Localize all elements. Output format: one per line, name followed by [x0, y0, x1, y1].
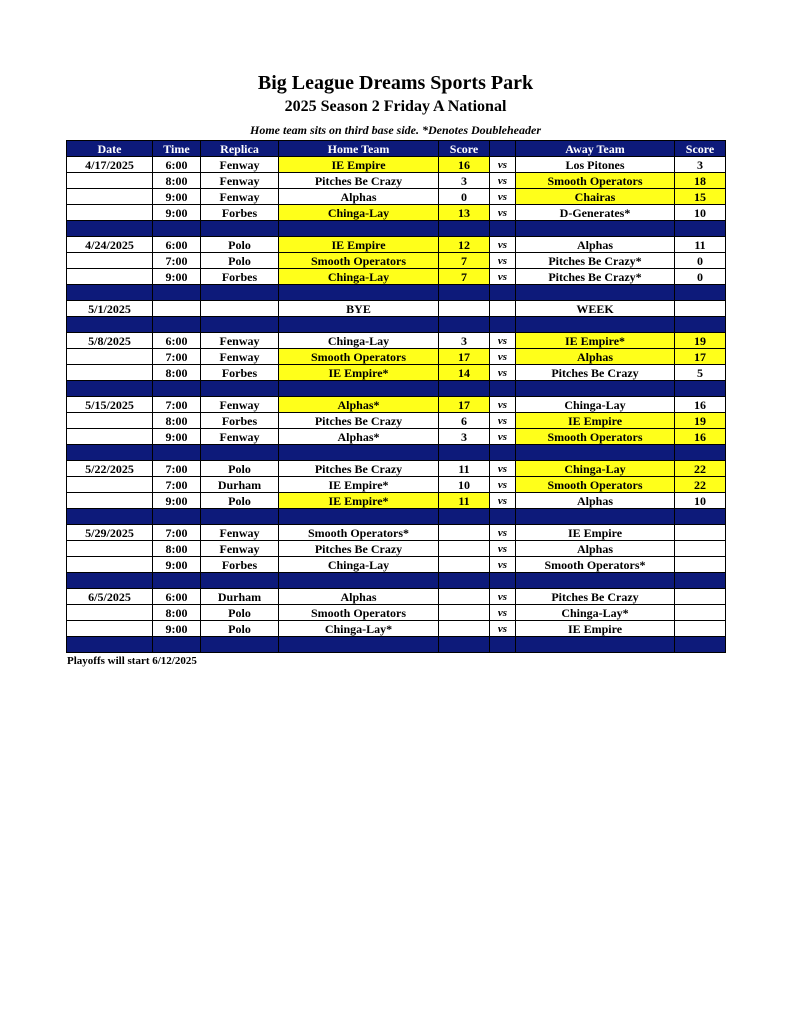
separator-cell: [439, 285, 490, 301]
separator-cell: [279, 573, 439, 589]
home-score: 17: [439, 349, 490, 365]
vs-label: vs: [490, 605, 516, 621]
game-date: [67, 189, 153, 205]
game-date: [67, 429, 153, 445]
away-score: [675, 557, 726, 573]
week-separator: [67, 221, 726, 237]
game-time: 7:00: [153, 461, 201, 477]
separator-cell: [67, 509, 153, 525]
header-row: [67, 141, 726, 157]
away-score: [675, 605, 726, 621]
home-team: Chinga-Lay: [279, 557, 439, 573]
separator-cell: [675, 573, 726, 589]
game-row: [67, 365, 726, 381]
game-time: 7:00: [153, 349, 201, 365]
document-subtitle: 2025 Season 2 Friday A National: [284, 98, 507, 115]
vs-label: vs: [490, 477, 516, 493]
game-time: 6:00: [153, 157, 201, 173]
separator-cell: [153, 637, 201, 653]
game-row: [67, 621, 726, 637]
schedule-table: [66, 140, 726, 653]
separator-cell: [201, 221, 279, 237]
home-team: Pitches Be Crazy: [279, 173, 439, 189]
away-team: Pitches Be Crazy: [516, 589, 675, 605]
home-score: 11: [439, 493, 490, 509]
game-date: [67, 477, 153, 493]
away-team: Smooth Operators*: [516, 557, 675, 573]
game-date: 4/24/2025: [67, 237, 153, 253]
schedule-body: [67, 157, 726, 653]
away-score: 11: [675, 237, 726, 253]
game-date: 5/8/2025: [67, 333, 153, 349]
away-team: Pitches Be Crazy*: [516, 269, 675, 285]
game-field: Fenway: [201, 541, 279, 557]
home-score: 3: [439, 173, 490, 189]
game-row: [67, 253, 726, 269]
home-score: 16: [439, 157, 490, 173]
home-score: 7: [439, 269, 490, 285]
away-score: 10: [675, 205, 726, 221]
game-time: 6:00: [153, 589, 201, 605]
away-team: Alphas: [516, 541, 675, 557]
game-time: 9:00: [153, 205, 201, 221]
game-field: Fenway: [201, 525, 279, 541]
game-field: Fenway: [201, 349, 279, 365]
separator-cell: [201, 509, 279, 525]
game-field: Polo: [201, 493, 279, 509]
game-date: [67, 365, 153, 381]
separator-cell: [279, 285, 439, 301]
vs-label: vs: [490, 349, 516, 365]
home-score: 10: [439, 477, 490, 493]
home-score: 13: [439, 205, 490, 221]
home-score: [439, 525, 490, 541]
separator-cell: [439, 381, 490, 397]
separator-cell: [675, 317, 726, 333]
playoffs-note: Playoffs will start 6/12/2025: [67, 655, 197, 667]
game-row: [67, 237, 726, 253]
game-time: 9:00: [153, 269, 201, 285]
separator-cell: [67, 317, 153, 333]
separator-cell: [201, 317, 279, 333]
game-date: [67, 557, 153, 573]
separator-cell: [67, 221, 153, 237]
home-team: Pitches Be Crazy: [279, 541, 439, 557]
separator-cell: [675, 509, 726, 525]
game-row: [67, 205, 726, 221]
vs-label: vs: [490, 365, 516, 381]
game-row: [67, 541, 726, 557]
separator-cell: [675, 221, 726, 237]
game-date: [67, 413, 153, 429]
separator-cell: [279, 221, 439, 237]
away-team: Pitches Be Crazy: [516, 365, 675, 381]
away-score: 17: [675, 349, 726, 365]
game-field: Fenway: [201, 189, 279, 205]
game-field: Fenway: [201, 333, 279, 349]
away-score: [675, 301, 726, 317]
game-time: 8:00: [153, 365, 201, 381]
game-time: 9:00: [153, 189, 201, 205]
away-team: Smooth Operators: [516, 429, 675, 445]
separator-cell: [490, 573, 516, 589]
separator-cell: [516, 637, 675, 653]
separator-cell: [67, 285, 153, 301]
home-score: 12: [439, 237, 490, 253]
game-field: Fenway: [201, 173, 279, 189]
separator-cell: [490, 317, 516, 333]
away-team: Smooth Operators: [516, 477, 675, 493]
home-score: 3: [439, 429, 490, 445]
game-row: [67, 557, 726, 573]
game-row: [67, 189, 726, 205]
game-field: [201, 301, 279, 317]
game-row: [67, 477, 726, 493]
separator-cell: [279, 381, 439, 397]
separator-cell: [153, 221, 201, 237]
away-score: 15: [675, 189, 726, 205]
home-team: IE Empire*: [279, 493, 439, 509]
vs-label: vs: [490, 525, 516, 541]
game-date: [67, 493, 153, 509]
home-team: Smooth Operators: [279, 605, 439, 621]
game-row: [67, 269, 726, 285]
game-time: 9:00: [153, 557, 201, 573]
away-score: 0: [675, 253, 726, 269]
game-field: Durham: [201, 477, 279, 493]
home-score: 7: [439, 253, 490, 269]
separator-cell: [201, 381, 279, 397]
header-home-score: Score: [439, 141, 490, 157]
home-team: Smooth Operators: [279, 253, 439, 269]
separator-cell: [67, 637, 153, 653]
away-team: Alphas: [516, 493, 675, 509]
separator-cell: [439, 317, 490, 333]
separator-cell: [516, 221, 675, 237]
game-time: 6:00: [153, 333, 201, 349]
separator-cell: [153, 317, 201, 333]
home-team: Chinga-Lay: [279, 333, 439, 349]
vs-label: vs: [490, 173, 516, 189]
vs-label: vs: [490, 541, 516, 557]
game-field: Polo: [201, 621, 279, 637]
home-team: Smooth Operators*: [279, 525, 439, 541]
week-label: WEEK: [516, 301, 675, 317]
game-field: Forbes: [201, 269, 279, 285]
game-row: [67, 173, 726, 189]
home-score: 11: [439, 461, 490, 477]
vs-label: vs: [490, 413, 516, 429]
game-time: 7:00: [153, 477, 201, 493]
week-separator: [67, 317, 726, 333]
header-vs: [490, 141, 516, 157]
home-team: IE Empire: [279, 237, 439, 253]
home-team: Alphas: [279, 189, 439, 205]
game-date: [67, 253, 153, 269]
away-team: Alphas: [516, 349, 675, 365]
away-team: IE Empire: [516, 621, 675, 637]
game-date: 6/5/2025: [67, 589, 153, 605]
vs-label: vs: [490, 461, 516, 477]
away-team: Alphas: [516, 237, 675, 253]
header-away-team: Away Team: [516, 141, 675, 157]
vs-label: vs: [490, 237, 516, 253]
away-team: Chinga-Lay: [516, 397, 675, 413]
game-date: [67, 269, 153, 285]
separator-cell: [675, 445, 726, 461]
vs-label: vs: [490, 333, 516, 349]
away-team: Pitches Be Crazy*: [516, 253, 675, 269]
home-team: IE Empire*: [279, 365, 439, 381]
separator-cell: [516, 573, 675, 589]
week-separator: [67, 637, 726, 653]
away-score: 10: [675, 493, 726, 509]
home-team: Chinga-Lay: [279, 269, 439, 285]
home-team: Pitches Be Crazy: [279, 413, 439, 429]
game-time: 8:00: [153, 605, 201, 621]
away-score: [675, 589, 726, 605]
home-score: [439, 301, 490, 317]
week-separator: [67, 381, 726, 397]
game-row: [67, 589, 726, 605]
separator-cell: [201, 445, 279, 461]
away-score: 22: [675, 461, 726, 477]
away-team: Smooth Operators: [516, 173, 675, 189]
home-team: Chinga-Lay: [279, 205, 439, 221]
home-score: [439, 589, 490, 605]
away-score: 5: [675, 365, 726, 381]
home-team: Smooth Operators: [279, 349, 439, 365]
game-time: 9:00: [153, 621, 201, 637]
game-field: Forbes: [201, 205, 279, 221]
header-home-team: Home Team: [279, 141, 439, 157]
home-score: 3: [439, 333, 490, 349]
separator-cell: [201, 573, 279, 589]
header-time: Time: [153, 141, 201, 157]
home-team: Pitches Be Crazy: [279, 461, 439, 477]
game-time: [153, 301, 201, 317]
separator-cell: [201, 637, 279, 653]
away-team: Chinga-Lay: [516, 461, 675, 477]
away-team: IE Empire*: [516, 333, 675, 349]
header-away-score: Score: [675, 141, 726, 157]
home-score: [439, 557, 490, 573]
game-field: Polo: [201, 605, 279, 621]
vs-label: vs: [490, 589, 516, 605]
vs-label: vs: [490, 189, 516, 205]
vs-label: vs: [490, 205, 516, 221]
away-score: 22: [675, 477, 726, 493]
game-time: 8:00: [153, 413, 201, 429]
away-score: 16: [675, 397, 726, 413]
separator-cell: [67, 445, 153, 461]
separator-cell: [279, 445, 439, 461]
separator-cell: [153, 573, 201, 589]
game-time: 7:00: [153, 253, 201, 269]
document-title: Big League Dreams Sports Park: [257, 72, 534, 94]
vs-label: vs: [490, 253, 516, 269]
home-score: [439, 605, 490, 621]
vs-label: vs: [490, 621, 516, 637]
home-score: [439, 541, 490, 557]
game-field: Durham: [201, 589, 279, 605]
separator-cell: [279, 317, 439, 333]
game-row: [67, 461, 726, 477]
away-score: [675, 621, 726, 637]
game-time: 7:00: [153, 525, 201, 541]
game-date: [67, 205, 153, 221]
game-date: 4/17/2025: [67, 157, 153, 173]
vs-label: vs: [490, 557, 516, 573]
game-date: [67, 621, 153, 637]
separator-cell: [516, 285, 675, 301]
game-field: Forbes: [201, 557, 279, 573]
game-row: [67, 397, 726, 413]
vs-label: [490, 301, 516, 317]
separator-cell: [490, 637, 516, 653]
separator-cell: [675, 381, 726, 397]
game-time: 7:00: [153, 397, 201, 413]
away-team: IE Empire: [516, 413, 675, 429]
separator-cell: [153, 285, 201, 301]
away-score: [675, 525, 726, 541]
game-time: 9:00: [153, 493, 201, 509]
game-field: Polo: [201, 237, 279, 253]
game-row: [67, 349, 726, 365]
home-team: IE Empire: [279, 157, 439, 173]
separator-cell: [67, 573, 153, 589]
game-time: 8:00: [153, 541, 201, 557]
separator-cell: [675, 637, 726, 653]
game-date: 5/22/2025: [67, 461, 153, 477]
away-score: 19: [675, 413, 726, 429]
game-time: 8:00: [153, 173, 201, 189]
separator-cell: [153, 381, 201, 397]
game-row: [67, 525, 726, 541]
separator-cell: [201, 285, 279, 301]
away-score: 19: [675, 333, 726, 349]
away-team: Chinga-Lay*: [516, 605, 675, 621]
vs-label: vs: [490, 269, 516, 285]
game-row: [67, 157, 726, 173]
separator-cell: [439, 573, 490, 589]
game-field: Polo: [201, 253, 279, 269]
game-date: [67, 605, 153, 621]
game-date: [67, 173, 153, 189]
header-date: Date: [67, 141, 153, 157]
separator-cell: [490, 381, 516, 397]
separator-cell: [490, 285, 516, 301]
game-field: Forbes: [201, 413, 279, 429]
separator-cell: [279, 509, 439, 525]
vs-label: vs: [490, 157, 516, 173]
away-team: D-Generates*: [516, 205, 675, 221]
away-score: 3: [675, 157, 726, 173]
bye-week-row: [67, 301, 726, 317]
game-date: 5/29/2025: [67, 525, 153, 541]
game-date: 5/15/2025: [67, 397, 153, 413]
home-team: Alphas*: [279, 397, 439, 413]
doubleheader-note: Home team sits on third base side. *Denotes Doubleheader: [250, 123, 541, 137]
separator-cell: [153, 445, 201, 461]
vs-label: vs: [490, 429, 516, 445]
separator-cell: [675, 285, 726, 301]
game-field: Forbes: [201, 365, 279, 381]
home-score: 6: [439, 413, 490, 429]
separator-cell: [439, 509, 490, 525]
away-team: Los Pitones: [516, 157, 675, 173]
away-score: 16: [675, 429, 726, 445]
separator-cell: [490, 445, 516, 461]
away-team: IE Empire: [516, 525, 675, 541]
game-row: [67, 605, 726, 621]
week-separator: [67, 573, 726, 589]
away-score: [675, 541, 726, 557]
game-row: [67, 493, 726, 509]
game-field: Fenway: [201, 429, 279, 445]
game-field: Fenway: [201, 157, 279, 173]
away-score: 0: [675, 269, 726, 285]
home-team: Alphas*: [279, 429, 439, 445]
home-team: IE Empire*: [279, 477, 439, 493]
home-score: 14: [439, 365, 490, 381]
home-score: 0: [439, 189, 490, 205]
game-row: [67, 413, 726, 429]
home-score: 17: [439, 397, 490, 413]
game-time: 6:00: [153, 237, 201, 253]
home-score: [439, 621, 490, 637]
home-team: Chinga-Lay*: [279, 621, 439, 637]
header-replica: Replica: [201, 141, 279, 157]
week-separator: [67, 509, 726, 525]
game-field: Polo: [201, 461, 279, 477]
separator-cell: [516, 317, 675, 333]
week-separator: [67, 285, 726, 301]
game-time: 9:00: [153, 429, 201, 445]
away-score: 18: [675, 173, 726, 189]
separator-cell: [439, 445, 490, 461]
game-field: Fenway: [201, 397, 279, 413]
vs-label: vs: [490, 397, 516, 413]
separator-cell: [153, 509, 201, 525]
separator-cell: [490, 221, 516, 237]
game-date: [67, 349, 153, 365]
game-row: [67, 429, 726, 445]
separator-cell: [516, 445, 675, 461]
home-team: Alphas: [279, 589, 439, 605]
week-separator: [67, 445, 726, 461]
separator-cell: [490, 509, 516, 525]
game-date: 5/1/2025: [67, 301, 153, 317]
vs-label: vs: [490, 493, 516, 509]
bye-label: BYE: [279, 301, 439, 317]
separator-cell: [67, 381, 153, 397]
separator-cell: [279, 637, 439, 653]
away-team: Chairas: [516, 189, 675, 205]
separator-cell: [516, 381, 675, 397]
game-date: [67, 541, 153, 557]
separator-cell: [516, 509, 675, 525]
separator-cell: [439, 221, 490, 237]
game-row: [67, 333, 726, 349]
separator-cell: [439, 637, 490, 653]
